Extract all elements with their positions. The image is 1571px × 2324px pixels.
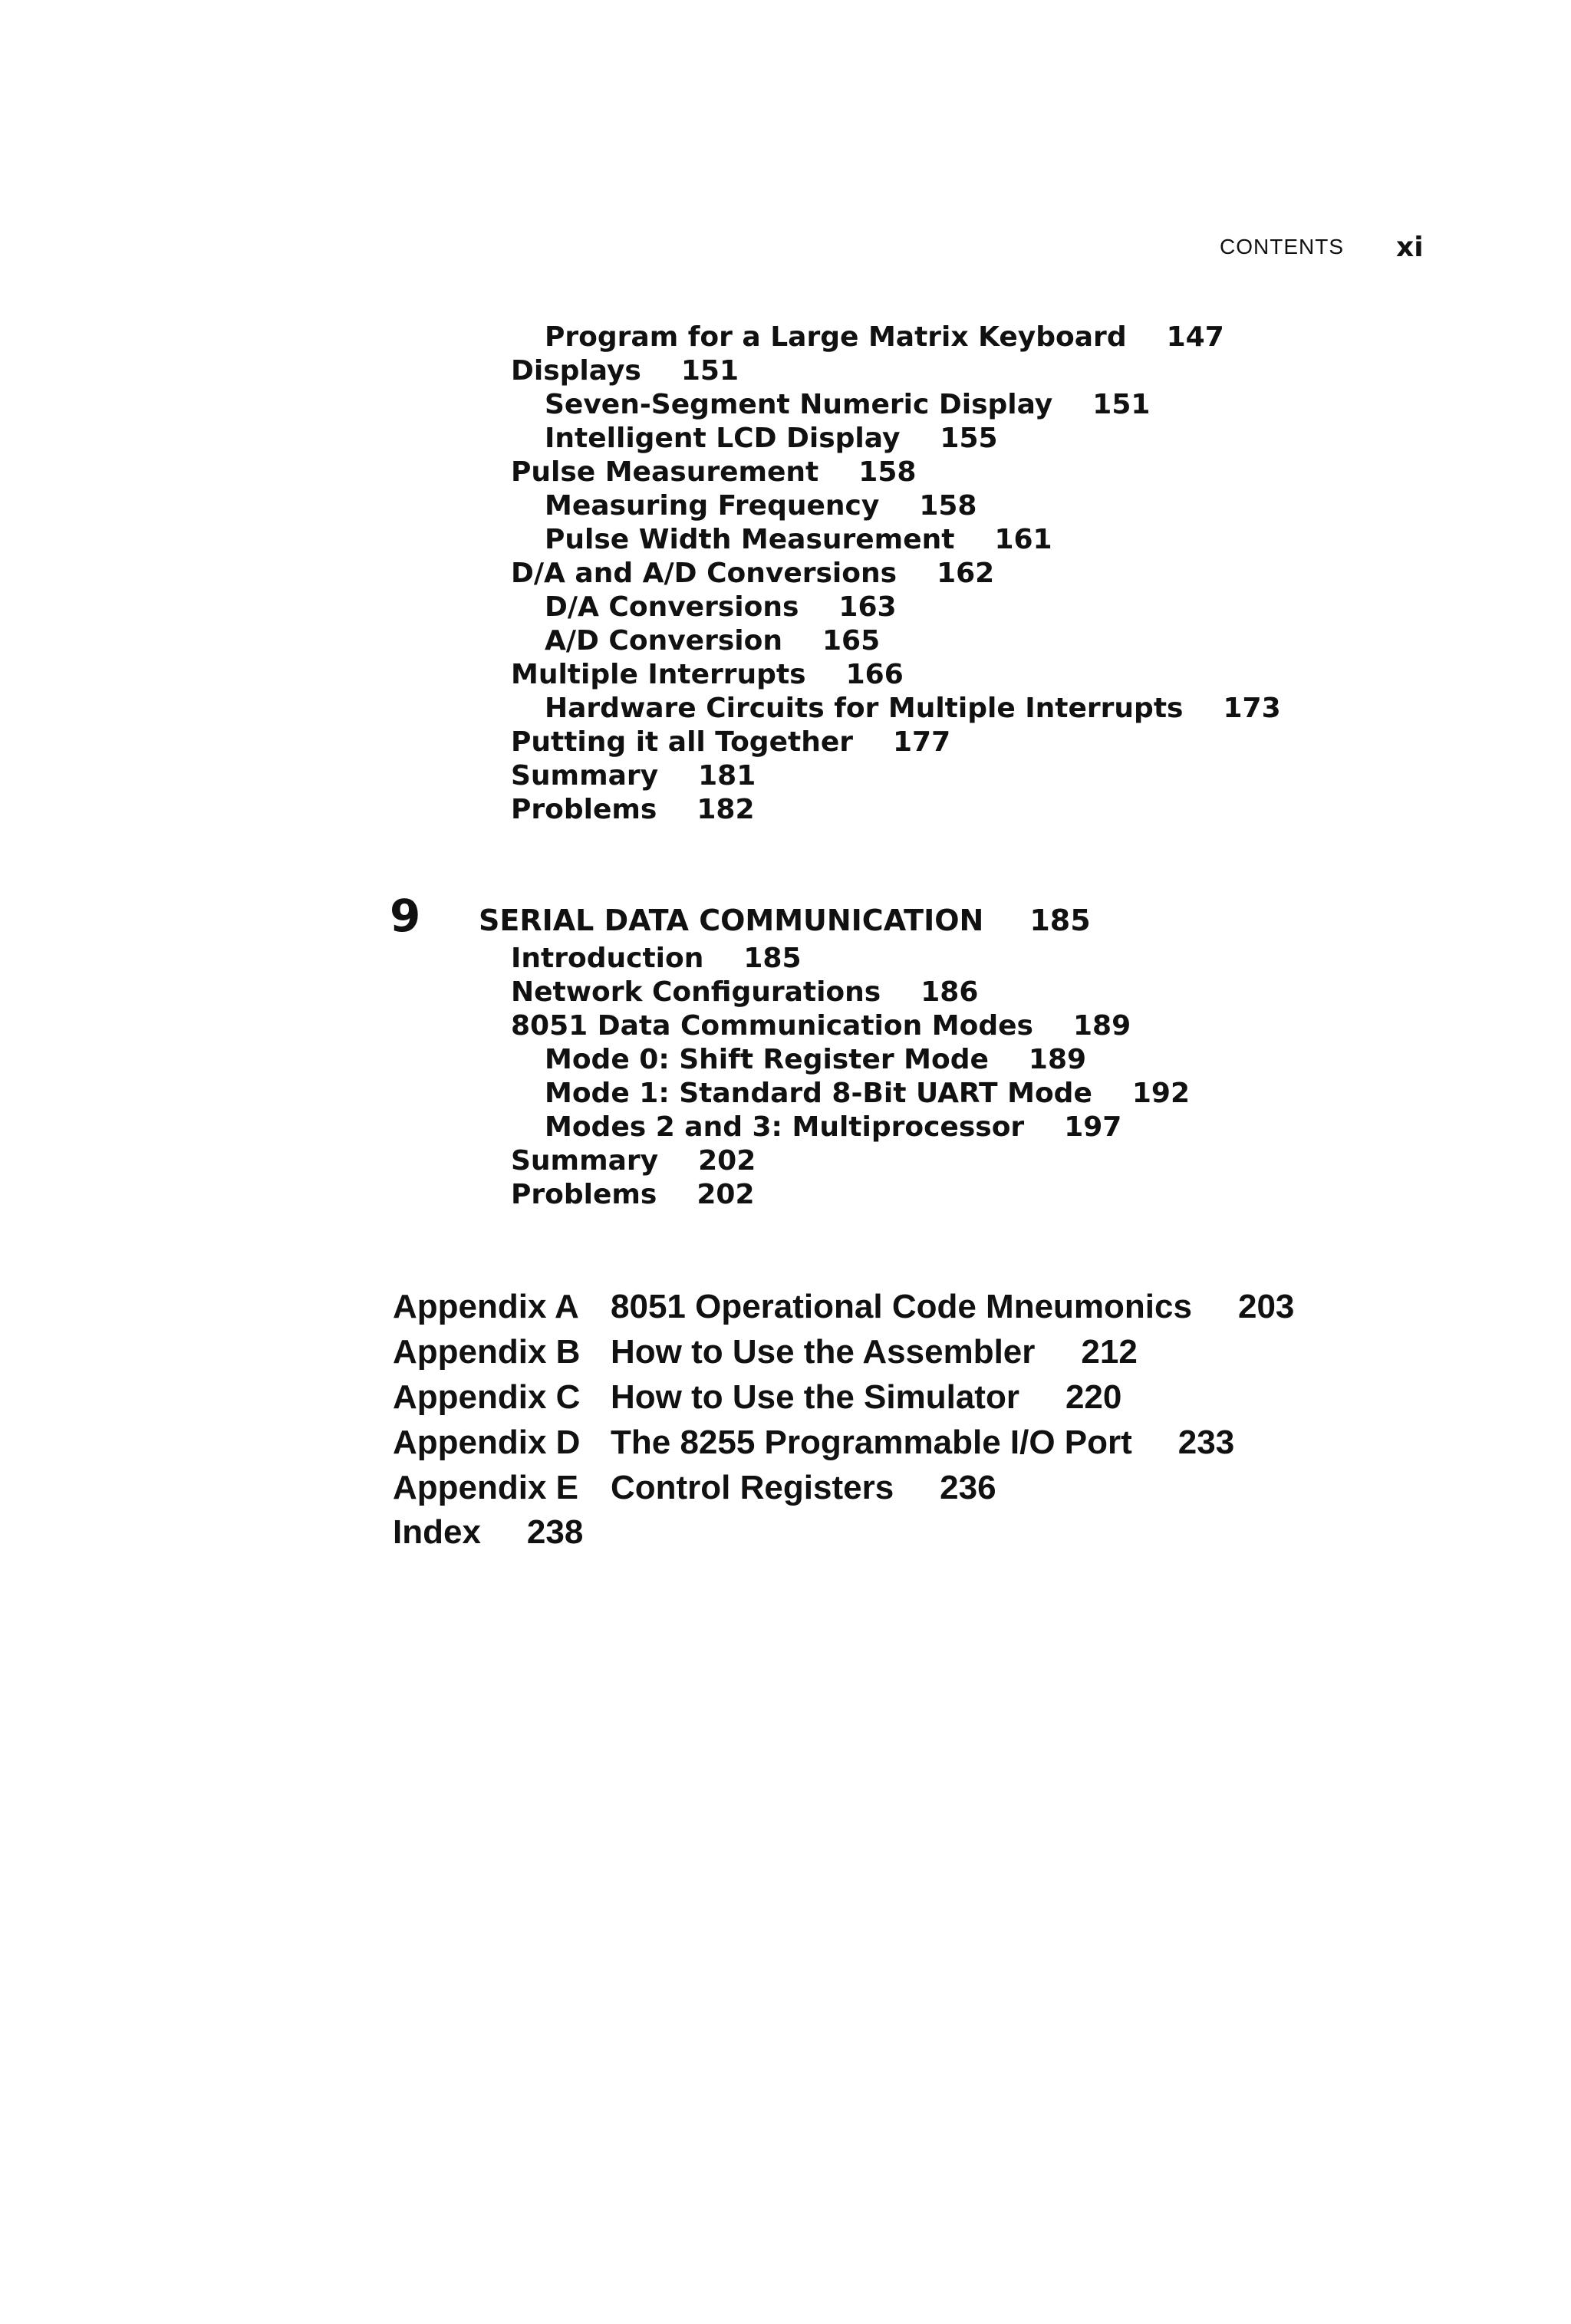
- chapter-number: 9: [390, 890, 421, 942]
- chapter-title-text: SERIAL DATA COMMUNICATION: [479, 904, 984, 937]
- toc-entry: [545, 591, 897, 624]
- toc-entry-page: 177: [893, 726, 951, 758]
- toc-entry: [511, 658, 904, 692]
- toc-entry-title: Hardware Circuits for Multiple Interrupts: [545, 693, 1184, 724]
- appendix-label: Appendix A: [393, 1288, 579, 1325]
- appendix-entry: [611, 1466, 996, 1509]
- toc-entry-page: 189: [1072, 1010, 1131, 1042]
- toc-entry: [511, 1009, 1131, 1043]
- toc-entry-page: 165: [822, 625, 881, 657]
- toc-entry-title: Summary: [511, 1145, 659, 1177]
- toc-entry-page: 181: [698, 760, 756, 792]
- toc-entry-page: 192: [1131, 1078, 1191, 1109]
- appendix-row: [393, 1285, 1390, 1328]
- index-entry: [393, 1511, 583, 1554]
- running-head: CONTENTS: [1220, 235, 1344, 258]
- appendix-title: 8051 Operational Code Mneumonics: [611, 1288, 1192, 1325]
- toc-entry-page: 155: [940, 423, 998, 454]
- chapter-page: 185: [1029, 904, 1091, 937]
- appendix-page: 203: [1237, 1288, 1295, 1325]
- toc-entry-title: Modes 2 and 3: Multiprocessor: [545, 1111, 1025, 1143]
- index-page: 238: [526, 1513, 584, 1551]
- toc-entry-page: 189: [1028, 1044, 1087, 1075]
- chapter-title: [479, 904, 1091, 937]
- toc-entry-title: Network Configurations: [511, 976, 881, 1008]
- toc-entry: [545, 489, 977, 523]
- toc-entry-page: 158: [919, 490, 977, 522]
- appendix-title: How to Use the Assembler: [611, 1333, 1036, 1371]
- toc-entry-title: Mode 1: Standard 8-Bit UART Mode: [545, 1078, 1092, 1109]
- toc-entry-title: Measuring Frequency: [545, 490, 880, 522]
- toc-entry-title: Seven-Segment Numeric Display: [545, 389, 1053, 420]
- toc-entry: [545, 523, 1052, 557]
- toc-entry-page: 186: [921, 976, 979, 1008]
- toc-entry: [545, 1077, 1190, 1111]
- toc-entry-page: 166: [845, 659, 904, 690]
- toc-entry: [511, 726, 950, 759]
- toc-entry-title: Multiple Interrupts: [511, 659, 806, 690]
- appendix-page: 233: [1177, 1424, 1235, 1461]
- appendix-page: 236: [940, 1469, 996, 1506]
- toc-entry-page: 163: [838, 591, 897, 623]
- appendix-row: [393, 1421, 1390, 1464]
- toc-entry-title: Summary: [511, 760, 659, 792]
- appendix-row: [393, 1376, 1390, 1419]
- appendix-entry: [611, 1421, 1234, 1464]
- toc-entry: [511, 942, 802, 976]
- toc-entry-title: Problems: [511, 1179, 657, 1210]
- toc-entry: [545, 388, 1150, 422]
- toc-entry-page: 151: [1092, 389, 1151, 420]
- toc-entry-page: 202: [697, 1179, 755, 1210]
- appendix-label: Appendix C: [393, 1378, 581, 1416]
- toc-entry-title: Program for a Large Matrix Keyboard: [545, 321, 1127, 353]
- index-label: Index: [393, 1513, 481, 1551]
- appendix-entry: [611, 1285, 1294, 1328]
- toc-entry-title: Intelligent LCD Display: [545, 423, 901, 454]
- appendix-title: The 8255 Programmable I/O Port: [611, 1424, 1132, 1461]
- toc-entry: [511, 456, 916, 489]
- toc-entry-page: 197: [1064, 1111, 1122, 1143]
- toc-entry-page: 173: [1223, 693, 1281, 724]
- toc-entry-page: 185: [743, 943, 802, 974]
- appendix-page: 220: [1065, 1378, 1122, 1416]
- toc-entry-title: Mode 0: Shift Register Mode: [545, 1044, 989, 1075]
- toc-entry: [511, 976, 978, 1009]
- toc-entry-title: Displays: [511, 355, 641, 387]
- toc-entry: [545, 1111, 1121, 1144]
- appendix-title: How to Use the Simulator: [611, 1378, 1019, 1416]
- toc-entry: [511, 759, 756, 793]
- toc-entry: [545, 624, 880, 658]
- appendix-row: [393, 1466, 1390, 1509]
- toc-entry-title: D/A Conversions: [545, 591, 799, 623]
- appendix-page: 212: [1081, 1333, 1138, 1371]
- toc-entry: [511, 1178, 755, 1212]
- toc-entry-page: 202: [698, 1145, 756, 1177]
- toc-entry-title: D/A and A/D Conversions: [511, 558, 897, 589]
- toc-entry-page: 158: [858, 456, 917, 488]
- toc-entry-page: 182: [697, 794, 755, 825]
- toc-entry-title: Pulse Width Measurement: [545, 524, 955, 555]
- toc-entry-page: 161: [994, 524, 1052, 555]
- appendix-row: [393, 1331, 1390, 1374]
- appendix-label: Appendix D: [393, 1424, 581, 1461]
- appendix-title: Control Registers: [611, 1469, 894, 1506]
- toc-entry: [511, 793, 755, 827]
- toc-entry-page: 162: [937, 558, 995, 589]
- toc-entry-page: 151: [680, 355, 739, 387]
- toc-entry: [545, 321, 1224, 354]
- toc-entry: [511, 557, 994, 591]
- toc-entry-title: Problems: [511, 794, 657, 825]
- toc-entry: [511, 1144, 756, 1178]
- page-number: xi: [1396, 232, 1424, 263]
- toc-entry-title: Putting it all Together: [511, 726, 853, 758]
- toc-entry: [545, 1043, 1086, 1077]
- toc-entry: [545, 422, 998, 456]
- toc-entry: [511, 354, 739, 388]
- toc-entry-title: Pulse Measurement: [511, 456, 819, 488]
- toc-entry: [545, 692, 1281, 726]
- appendix-entry: [611, 1376, 1121, 1419]
- appendix-entry: [611, 1331, 1138, 1374]
- appendix-label: Appendix E: [393, 1469, 579, 1506]
- toc-entry-title: 8051 Data Communication Modes: [511, 1010, 1033, 1042]
- appendix-label: Appendix B: [393, 1333, 581, 1371]
- toc-entry-title: Introduction: [511, 943, 704, 974]
- toc-entry-page: 147: [1166, 321, 1224, 353]
- toc-entry-title: A/D Conversion: [545, 625, 782, 657]
